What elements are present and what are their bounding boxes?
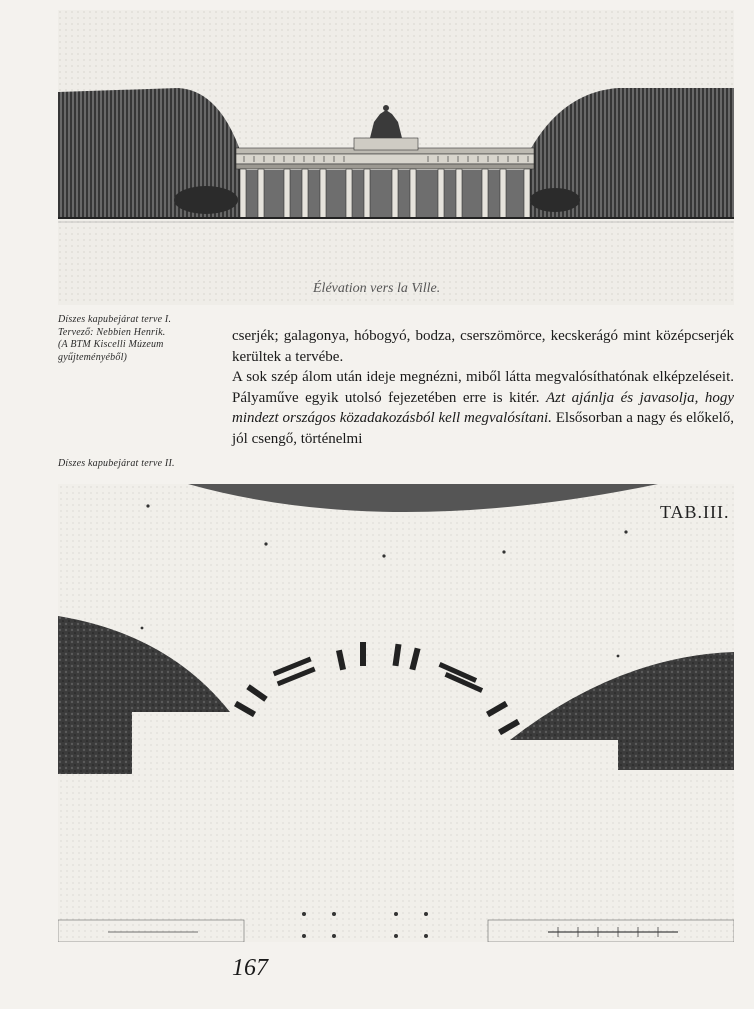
- caption-line: Tervező: Nebbien Henrik.: [58, 326, 166, 338]
- text-run: A sok szép álom után ideje megnézni, miből látta megvalósíthatónak elképzeléseit. Pályaműve egyik utolsó fejezetében erre is kitér.: [232, 369, 734, 406]
- figure-caption-1: [58, 314, 218, 364]
- page-number: 167: [232, 955, 268, 981]
- text-run: Elsősorban a nagy és előkelő, jól csengő, történelmi: [232, 410, 734, 447]
- body-text: [232, 326, 734, 449]
- gateway-plan-figure: [58, 484, 734, 942]
- caption-line: gyűjteményéből): [58, 351, 128, 363]
- elevation-inscription: Élévation vers la Ville.: [313, 281, 441, 296]
- paragraph: cserjék; galagonya, hóbogyó, bodza, cserszömörce, kecskerágó mint középcserjék kerültek a tervébe.: [232, 328, 734, 365]
- paragraph: [232, 367, 734, 449]
- caption-line: (A BTM Kiscelli Múzeum: [58, 339, 164, 350]
- gateway-elevation-figure: [58, 10, 734, 305]
- caption-line: Díszes kapubejárat terve I.: [58, 314, 172, 325]
- figure-caption-2: Díszes kapubejárat terve II.: [58, 458, 175, 469]
- italic-text-run: Azt ajánlja és javasolja, hogy mindezt országos közadakozásból kell megvalósítani.: [232, 389, 735, 426]
- plate-label: TAB.III.: [660, 502, 730, 522]
